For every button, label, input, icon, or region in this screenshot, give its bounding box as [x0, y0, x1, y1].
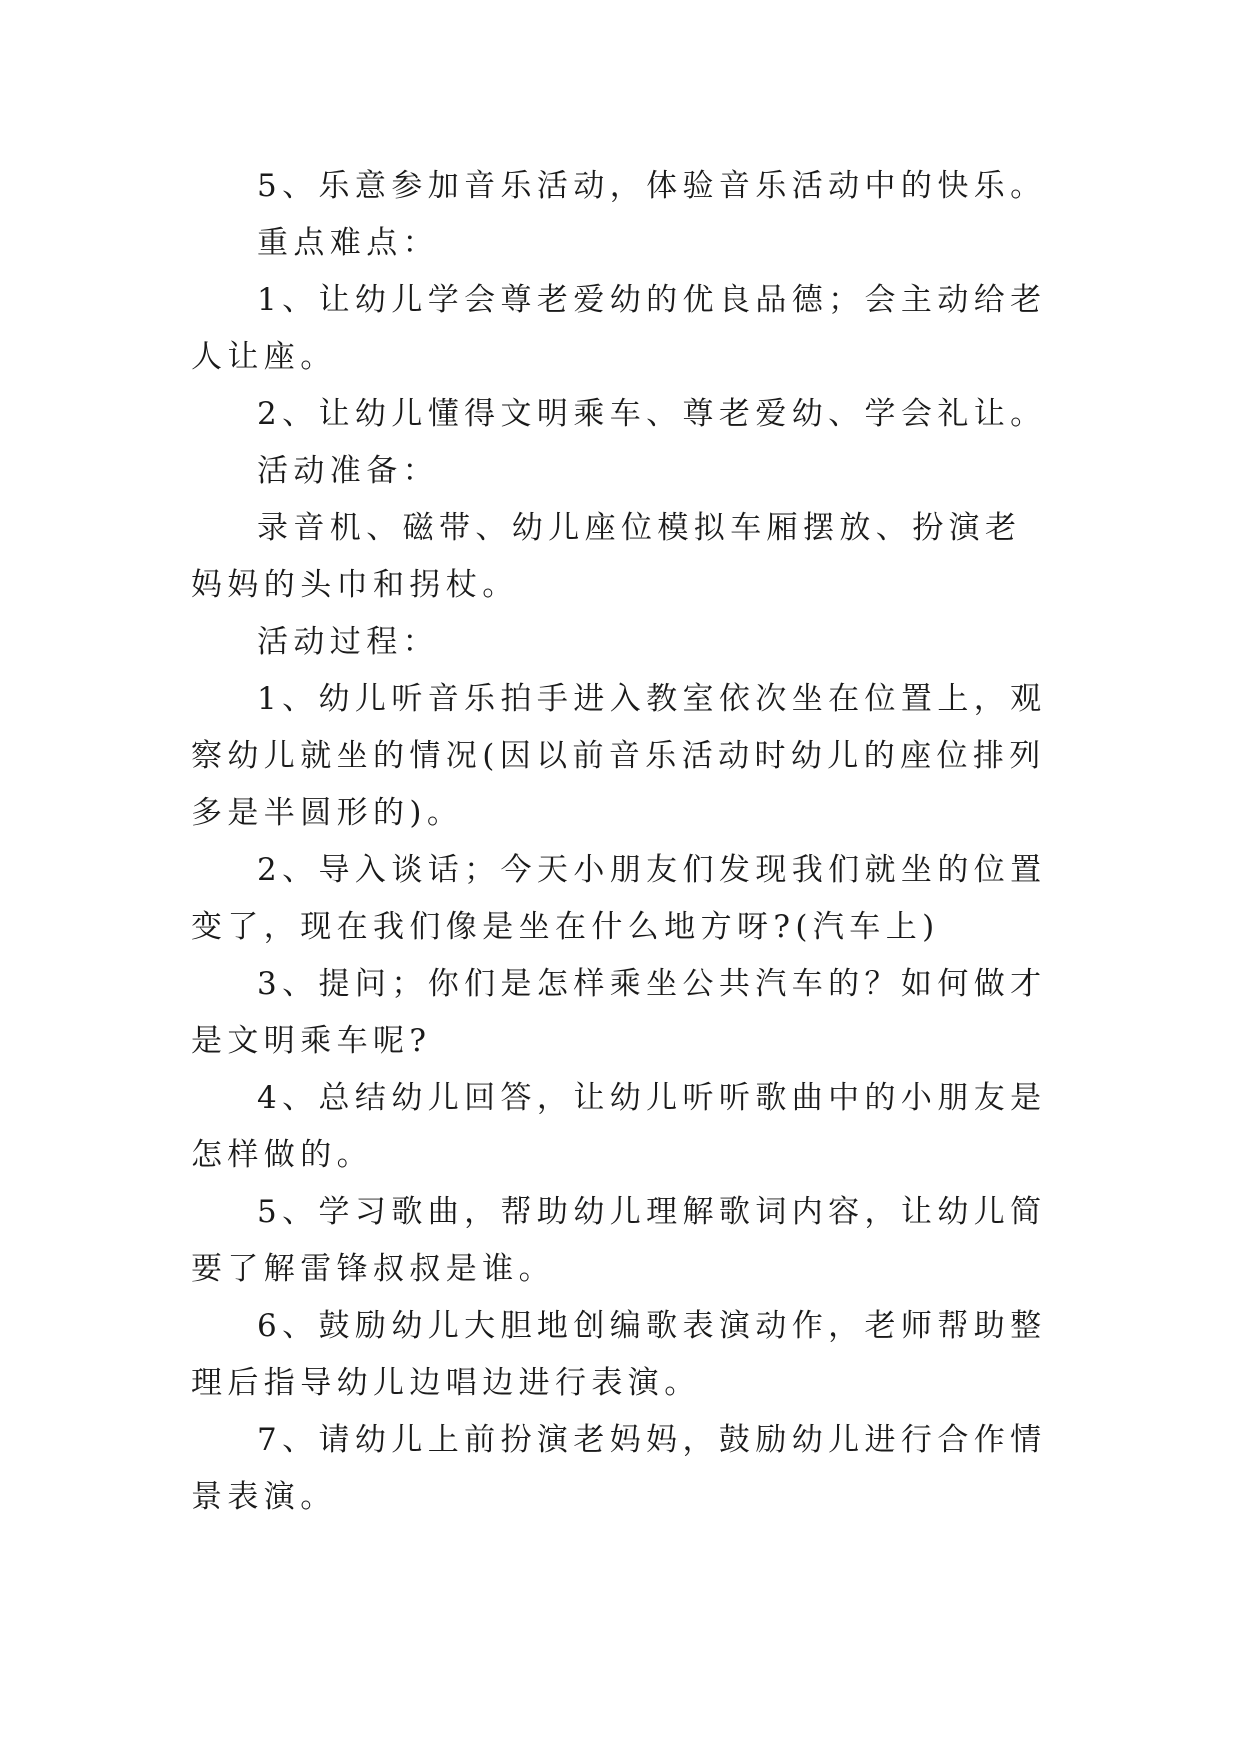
heading-preparation: 活动准备：	[257, 453, 439, 489]
paragraph-preparation: 录音机、磁带、幼儿座位模拟车厢摆放、扮演老妈妈的头巾和拐杖。	[191, 510, 1022, 603]
heading-process: 活动过程：	[257, 624, 439, 660]
paragraph-step-4: 4、总结幼儿回答，让幼儿听听歌曲中的小朋友是怎样做的。	[191, 1080, 1047, 1173]
paragraph-key-point-2: 2、让幼儿懂得文明乘车、尊老爱幼、学会礼让。	[257, 396, 1047, 432]
paragraph-step-3: 3、提问；你们是怎样乘坐公共汽车的？如何做才是文明乘车呢?	[191, 966, 1047, 1059]
heading-key-points: 重点难点：	[257, 225, 439, 261]
paragraph-step-6: 6、鼓励幼儿大胆地创编歌表演动作，老师帮助整理后指导幼儿边唱边进行表演。	[191, 1308, 1047, 1401]
paragraph-step-5: 5、学习歌曲，帮助幼儿理解歌词内容，让幼儿简要了解雷锋叔叔是谁。	[191, 1194, 1047, 1287]
paragraph-step-1: 1、幼儿听音乐拍手进入教室依次坐在位置上，观察幼儿就坐的情况(因以前音乐活动时幼儿的座位排列多是半圆形的)。	[191, 681, 1047, 831]
paragraph-step-2: 2、导入谈话；今天小朋友们发现我们就坐的位置变了，现在我们像是坐在什么地方呀?(汽车上)	[191, 852, 1047, 945]
paragraph-key-point-1: 1、让幼儿学会尊老爱幼的优良品德；会主动给老人让座。	[191, 282, 1047, 375]
document-body	[191, 158, 1051, 1526]
paragraph-step-7: 7、请幼儿上前扮演老妈妈，鼓励幼儿进行合作情景表演。	[191, 1422, 1047, 1515]
paragraph-goal-5: 5、乐意参加音乐活动，体验音乐活动中的快乐。	[257, 168, 1047, 204]
